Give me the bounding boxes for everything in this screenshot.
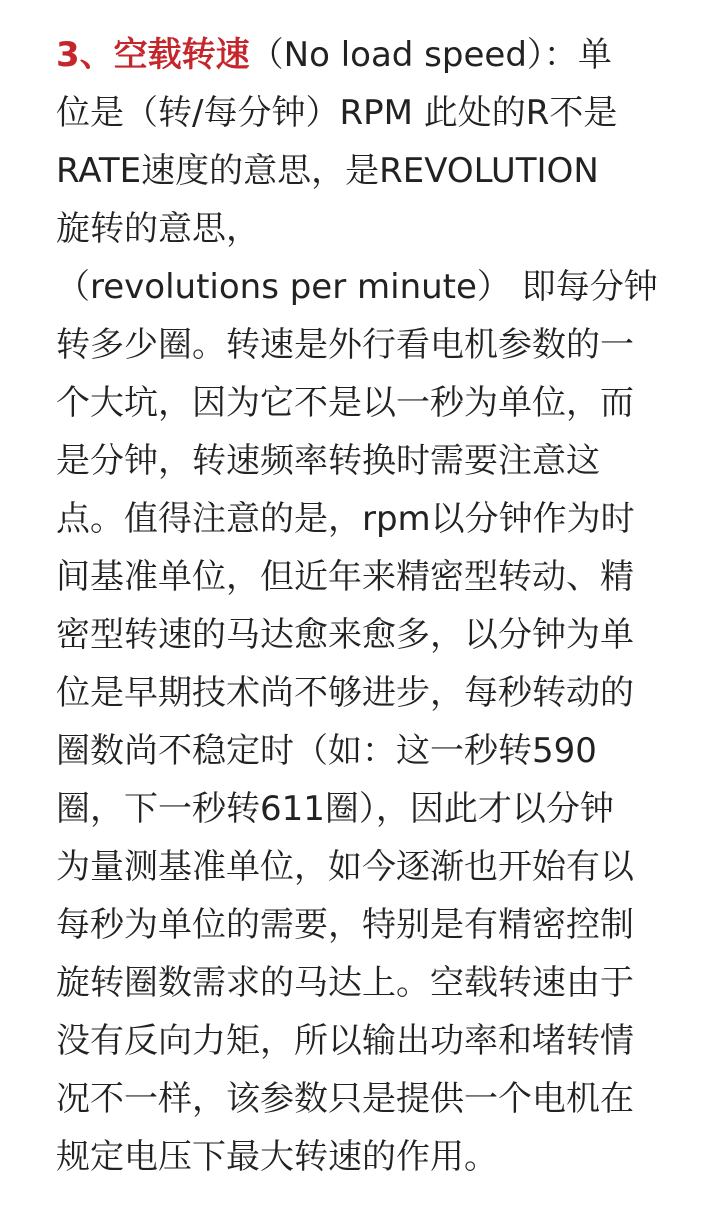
article-body	[56, 26, 666, 1186]
paragraph-line-20: 规定电压下最大转速的作用。	[56, 1137, 498, 1177]
paragraph-line-9: 点。值得注意的是，rpm以分钟作为时	[56, 499, 635, 539]
paragraph-line-16: 每秒为单位的需要，特别是有精密控制	[56, 905, 634, 945]
paragraph-line-8: 是分钟，转速频率转换时需要注意这	[56, 441, 600, 481]
section-heading: 3、空载转速	[56, 35, 250, 75]
paragraph-line-14: 圈，下一秒转611圈），因此才以分钟	[56, 789, 614, 829]
paragraph-line-4: 旋转的意思，	[56, 209, 260, 249]
paragraph-line-15: 为量测基准单位，如今逐渐也开始有以	[56, 847, 634, 887]
paragraph-line-1	[56, 26, 666, 84]
heading-continuation: （No load speed）：单	[249, 35, 612, 75]
paragraph-line-10: 间基准单位，但近年来精密型转动、精	[56, 557, 634, 597]
paragraph-line-11: 密型转速的马达愈来愈多，以分钟为单	[56, 615, 634, 655]
paragraph-line-19: 况不一样，该参数只是提供一个电机在	[56, 1079, 634, 1119]
paragraph-line-13: 圈数尚不稳定时（如：这一秒转590	[56, 731, 597, 771]
paragraph-line-2: 位是（转/每分钟）RPM 此处的R不是	[56, 93, 618, 133]
paragraph-line-5: （revolutions per minute） 即每分钟	[56, 267, 658, 307]
paragraph-line-7: 个大坑，因为它不是以一秒为单位，而	[56, 383, 634, 423]
paragraph-line-17: 旋转圈数需求的马达上。空载转速由于	[56, 963, 634, 1003]
paragraph-line-3: RATE速度的意思，是REVOLUTION	[56, 151, 599, 191]
paragraph-line-18: 没有反向力矩，所以输出功率和堵转情	[56, 1021, 634, 1061]
paragraph-line-12: 位是早期技术尚不够进步，每秒转动的	[56, 673, 634, 713]
paragraph-line-6: 转多少圈。转速是外行看电机参数的一	[56, 325, 634, 365]
